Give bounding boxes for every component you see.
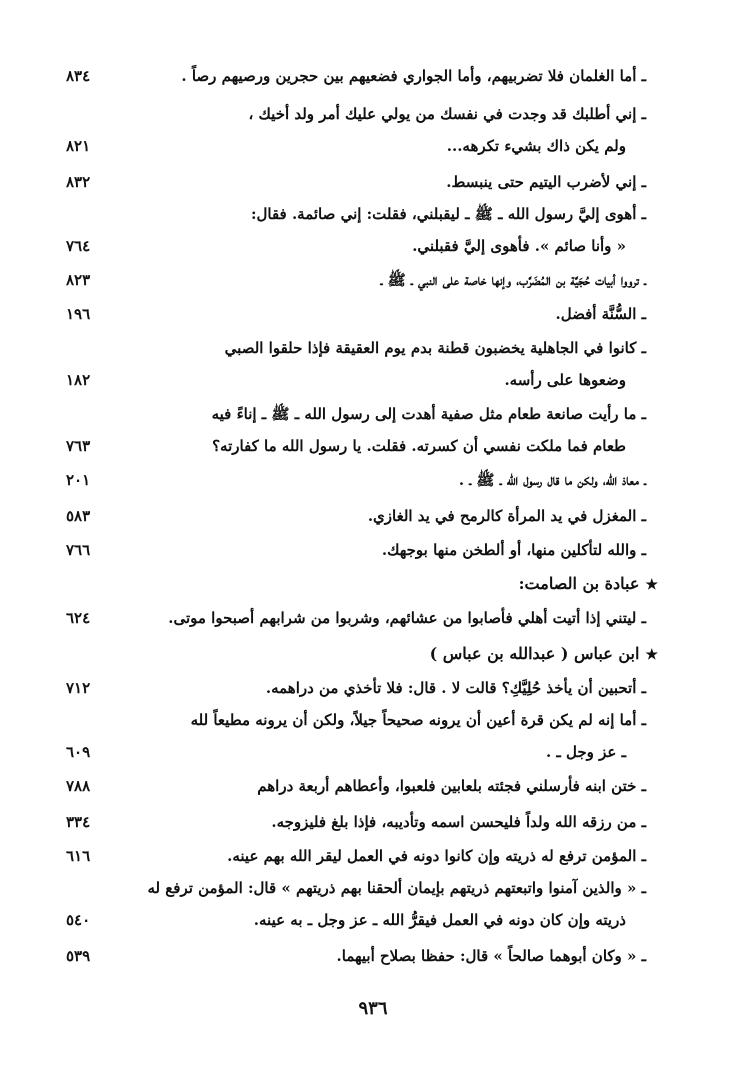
- reference-number: ٥٣٩: [66, 947, 91, 965]
- entry-line: ـ ترووا أبيات حُجَيَّة بن المُضَرَّب، وإنها خاصة على النبي ـ ﷺ ـ: [380, 271, 646, 289]
- reference-number: ٨٢١: [66, 137, 91, 155]
- entry-line: ـ « وكان أبوهما صالحاً » قال: حفظا بصلاح أبيهما.: [336, 947, 646, 965]
- reference-number: ٧٦٤: [66, 237, 91, 255]
- entry-line: وضعوها على رأسه.: [504, 371, 626, 389]
- entry-line: ـ عز وجل ـ .: [545, 743, 626, 761]
- entry-line: ـ والله لتأكلين منها، أو ألطخن منها بوجهك.: [381, 541, 646, 559]
- reference-number: ٨٣٢: [66, 173, 91, 191]
- reference-number: ٧١٢: [66, 679, 91, 697]
- reference-number: ٥٨٣: [66, 507, 91, 525]
- reference-number: ٢٠١: [66, 471, 91, 489]
- entry-line: ـ إني أطلبك قد وجدت في نفسك من يولي عليك أمر ولد أخيك ،: [248, 105, 646, 123]
- entry-line: ـ أهوى إليَّ رسول الله ـ ﷺ ـ ليقبلني، فقلت: إني صائمة. فقال:: [250, 205, 646, 223]
- entry-line: ـ إني لأضرب اليتيم حتى ينبسط.: [446, 173, 646, 191]
- entry-line: ـ المؤمن ترفع له ذريته وإن كانوا دونه في العمل ليقر الله بهم عينه.: [227, 847, 646, 865]
- reference-number: ٧٦٦: [66, 541, 91, 559]
- reference-number: ٦٠٩: [66, 743, 91, 761]
- reference-number: ٨٣٤: [66, 67, 91, 85]
- reference-number: ٧٦٣: [66, 437, 91, 455]
- star-icon: ★: [645, 577, 658, 593]
- reference-number: ٥٤٠: [66, 911, 91, 929]
- entry-line: ـ من رزقه الله ولداً فليحسن اسمه وتأديبه، فإذا بلغ فليزوجه.: [271, 813, 646, 831]
- section-header-label: ابن عباس ( عبدالله بن عباس ): [429, 644, 640, 663]
- reference-number: ١٩٦: [66, 305, 91, 323]
- entry-line: ـ ما رأيت صانعة طعام مثل صفية أهدت إلى رسول الله ـ ﷺ ـ إناءً فيه: [211, 405, 646, 423]
- entry-line: ـ أما الغلمان فلا تضربيهم، وأما الجواري فضعيهم بين حجرين ورصيهم رصاً .: [181, 67, 646, 85]
- star-icon: ★: [645, 647, 658, 663]
- entry-line: ـ المغزل في يد المرأة كالرمح في يد الغازي.: [367, 507, 646, 525]
- reference-number: ٨٢٣: [66, 271, 91, 289]
- reference-number: ٧٨٨: [66, 777, 91, 795]
- reference-number: ٣٣٤: [66, 813, 91, 831]
- entry-line: ـ السُّنَّة أفضل.: [555, 305, 646, 323]
- reference-number: ١٨٢: [66, 371, 91, 389]
- entry-line: ـ معاذ الله، ولكن ما قال رسول الله ـ ﷺ ـ .: [458, 471, 646, 489]
- entry-line: ولم يكن ذاك بشيء تكرهه...: [446, 137, 626, 155]
- entry-line: ـ كانوا في الجاهلية يخضبون قطنة بدم يوم العقيقة فإذا حلقوا الصبي: [224, 339, 646, 357]
- section-header-label: عبادة بن الصامت:: [518, 574, 640, 593]
- section-header: [118, 574, 658, 595]
- entry-line: ـ أما إنه لم يكن قرة أعين أن يرونه صحيحاً جيلاً، ولكن أن يرونه مطيعاً لله: [190, 711, 646, 729]
- entry-line: ـ ليتني إذا أتيت أهلي فأصابوا من عشائهم، وشربوا من شرابهم أصبحوا موتى.: [168, 609, 646, 627]
- page-number: ٩٣٦: [358, 998, 388, 1019]
- entry-line: ـ « والذين آمنوا واتبعتهم ذريتهم بإيمان ألحقنا بهم ذريتهم » قال: المؤمن ترفع له: [147, 879, 646, 897]
- entry-line: ـ أتحبين أن يأخذ حُلِيَّكِ؟ قالت لا . قال: فلا تأخذي من دراهمه.: [265, 679, 646, 697]
- entry-line: طعام فما ملكت نفسي أن كسرته. فقلت. يا رسول الله ما كفارته؟: [212, 437, 626, 455]
- section-header: [118, 644, 658, 665]
- reference-number: ٦٢٤: [66, 609, 91, 627]
- entry-line: ـ ختن ابنه فأرسلني فجئته بلعابين فلعبوا، وأعطاهم أربعة دراهم: [257, 777, 646, 795]
- entry-line: « وأنا صائم ». فأهوى إليَّ فقبلني.: [412, 237, 626, 255]
- entry-line: ذريته وإن كان دونه في العمل فيقرُّ الله ـ عز وجل ـ به عينه.: [253, 911, 626, 929]
- reference-number: ٦١٦: [66, 847, 91, 865]
